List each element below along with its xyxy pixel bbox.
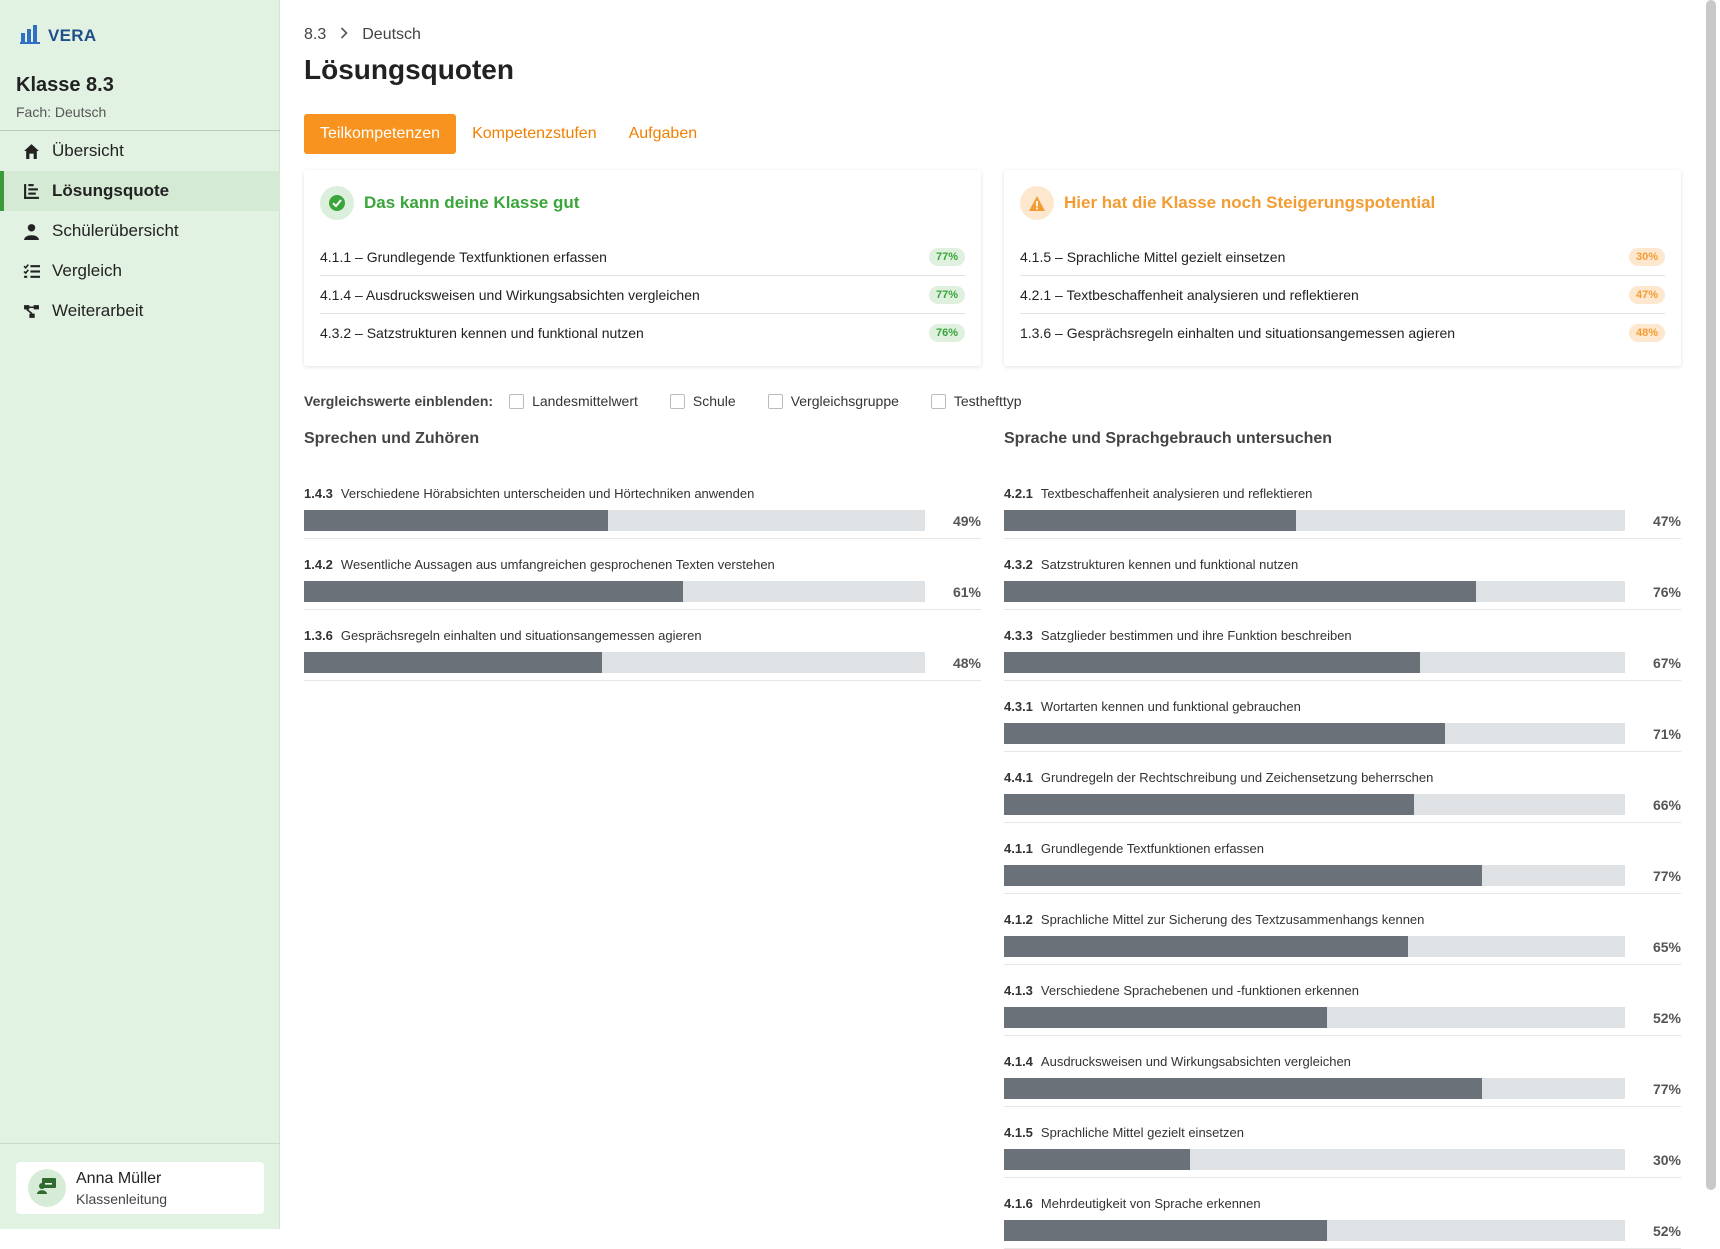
bar-list — [304, 468, 981, 681]
bar-percent: 48% — [952, 655, 981, 671]
percent-badge: 76% — [929, 324, 965, 342]
class-subject: Fach: Deutsch — [16, 104, 107, 120]
competency-label — [1004, 983, 1359, 998]
competency-label — [1004, 628, 1352, 643]
sidebar-nav — [0, 131, 280, 331]
strengths-list — [320, 238, 965, 352]
bar-percent: 49% — [952, 513, 981, 529]
competency-label — [1004, 699, 1301, 714]
competency-code: 4.3.1 — [1004, 699, 1033, 714]
list-check-icon — [22, 262, 40, 280]
bar-percent: 67% — [1652, 655, 1681, 671]
sidebar-item-label: Übersicht — [52, 141, 124, 160]
checkbox-box[interactable] — [768, 394, 783, 409]
scrollbar[interactable] — [1706, 0, 1716, 1190]
percent-badge: 77% — [929, 286, 965, 304]
checkbox-label: Vergleichsgruppe — [790, 393, 899, 409]
bar-track — [1004, 723, 1625, 744]
list-item-text: 4.1.4 – Ausdrucksweisen und Wirkungsabsichten vergleichen — [320, 286, 700, 303]
user-name: Anna Müller — [76, 1169, 162, 1187]
percent-badge: 77% — [929, 248, 965, 266]
list-item — [320, 314, 965, 352]
user-card[interactable] — [16, 1162, 264, 1214]
competency-code: 4.1.2 — [1004, 912, 1033, 927]
competency-code: 4.3.2 — [1004, 557, 1033, 572]
competency-code: 4.1.4 — [1004, 1054, 1033, 1069]
competency-code: 4.1.1 — [1004, 841, 1033, 856]
user-role: Klassenleitung — [76, 1190, 168, 1207]
bar-percent: 77% — [1652, 868, 1681, 884]
bar-fill — [1004, 865, 1482, 886]
chevron-right-icon — [340, 26, 348, 44]
bar-track — [304, 652, 925, 673]
sidebar-item-label: Weiterarbeit — [52, 301, 144, 320]
warning-triangle-icon — [1020, 186, 1054, 220]
list-item — [320, 238, 965, 276]
column-sprechen-zuhoeren — [304, 430, 981, 681]
bar-percent: 76% — [1652, 584, 1681, 600]
bar-track — [1004, 652, 1625, 673]
competency-label — [304, 486, 754, 501]
improvement-card-header — [1020, 186, 1435, 220]
competency-row — [304, 610, 981, 681]
bar-fill — [1004, 652, 1420, 673]
strengths-card-header — [320, 186, 579, 220]
strengths-card-title: Das kann deine Klasse gut — [364, 193, 580, 212]
bar-fill — [304, 652, 602, 673]
column-title: Sprechen und Zuhören — [304, 430, 480, 447]
competency-row — [304, 539, 981, 610]
bar-percent: 52% — [1652, 1223, 1681, 1239]
competency-text: Sprachliche Mittel gezielt einsetzen — [1040, 1125, 1244, 1140]
competency-label — [1004, 841, 1264, 856]
competency-label — [1004, 1125, 1244, 1140]
list-item — [1020, 276, 1665, 314]
bar-fill — [1004, 581, 1476, 602]
sidebar-item-weiterarbeit[interactable] — [0, 291, 280, 331]
bar-percent: 65% — [1652, 939, 1681, 955]
competency-code: 4.4.1 — [1004, 770, 1033, 785]
competency-row — [1004, 894, 1681, 965]
list-item — [1020, 314, 1665, 352]
teacher-icon — [37, 1177, 57, 1200]
competency-code: 4.3.3 — [1004, 628, 1033, 643]
checkbox-vergleichsgruppe[interactable] — [768, 393, 899, 409]
bar-track — [1004, 1220, 1625, 1241]
bar-track — [1004, 865, 1625, 886]
bar-chart-logo-icon — [20, 22, 42, 49]
competency-label — [304, 628, 702, 643]
breadcrumb-subject[interactable]: Deutsch — [362, 26, 421, 43]
list-item-text: 4.2.1 – Textbeschaffenheit analysieren und reflektieren — [1020, 286, 1359, 303]
breadcrumb — [304, 26, 421, 44]
bar-percent: 61% — [952, 584, 981, 600]
list-item-text: 4.1.5 – Sprachliche Mittel gezielt einsetzen — [1020, 248, 1286, 265]
tab-teilkompetenzen[interactable]: Teilkompetenzen — [304, 114, 456, 154]
improvement-card-title: Hier hat die Klasse noch Steigerungspotential — [1064, 193, 1436, 212]
competency-label — [1004, 1196, 1261, 1211]
sidebar — [0, 0, 280, 1229]
competency-label — [1004, 912, 1424, 927]
competency-label — [1004, 1054, 1351, 1069]
tab-bar — [304, 114, 713, 154]
strengths-card — [304, 170, 981, 366]
bar-fill — [304, 510, 608, 531]
competency-label — [1004, 557, 1298, 572]
improvement-card — [1004, 170, 1681, 366]
bar-track — [304, 581, 925, 602]
bar-fill — [1004, 1007, 1327, 1028]
sidebar-item-uebersicht[interactable] — [0, 131, 280, 171]
competency-text: Textbeschaffenheit analysieren und reflektieren — [1040, 486, 1313, 501]
list-item-text: 4.1.1 – Grundlegende Textfunktionen erfassen — [320, 248, 607, 265]
competency-text: Wesentliche Aussagen aus umfangreichen gesprochenen Texten verstehen — [340, 557, 775, 572]
competency-row — [1004, 539, 1681, 610]
competency-text: Wortarten kennen und funktional gebrauchen — [1040, 699, 1301, 714]
competency-text: Satzstrukturen kennen und funktional nutzen — [1040, 557, 1299, 572]
competency-row — [1004, 965, 1681, 1036]
competency-text: Verschiedene Hörabsichten unterscheiden und Hörtechniken anwenden — [340, 486, 755, 501]
sidebar-item-vergleich[interactable] — [0, 251, 280, 291]
competency-row — [1004, 681, 1681, 752]
competency-row — [1004, 823, 1681, 894]
tab-kompetenzstufen[interactable]: Kompetenzstufen — [472, 125, 597, 142]
tab-aufgaben[interactable]: Aufgaben — [628, 125, 698, 142]
bar-percent: 30% — [1652, 1152, 1681, 1168]
competency-text: Mehrdeutigkeit von Sprache erkennen — [1040, 1196, 1261, 1211]
competency-text: Verschiedene Sprachebenen und -funktionen erkennen — [1040, 983, 1359, 998]
checkbox-box[interactable] — [931, 394, 946, 409]
column-sprache-sprachgebrauch — [1004, 430, 1681, 1249]
home-icon — [22, 142, 40, 160]
bar-fill — [1004, 510, 1296, 531]
comparison-toggles — [304, 393, 1054, 409]
competency-code: 1.4.2 — [304, 557, 333, 572]
user-area — [0, 1143, 280, 1229]
bar-percent: 77% — [1652, 1081, 1681, 1097]
page-title: Lösungsquoten — [304, 54, 514, 85]
bar-track — [1004, 794, 1625, 815]
list-item-text: 1.3.6 – Gesprächsregeln einhalten und situationsangemessen agieren — [1020, 325, 1456, 341]
percent-badge: 48% — [1629, 324, 1665, 342]
bar-percent: 66% — [1652, 797, 1681, 813]
competency-label — [304, 557, 775, 572]
competency-text: Satzglieder bestimmen und ihre Funktion beschreiben — [1040, 628, 1352, 643]
sidebar-item-loesungsquote[interactable] — [0, 171, 280, 211]
sidebar-item-schueleruebersicht[interactable] — [0, 211, 280, 251]
competency-row — [1004, 752, 1681, 823]
sidebar-item-label: Schülerübersicht — [52, 221, 179, 240]
bar-fill — [1004, 794, 1414, 815]
competency-row — [304, 468, 981, 539]
bar-track — [1004, 581, 1625, 602]
bar-percent: 71% — [1652, 726, 1681, 742]
bar-track — [304, 510, 925, 531]
competency-text: Grundregeln der Rechtschreibung und Zeichensetzung beherrschen — [1040, 770, 1434, 785]
competency-code: 4.1.5 — [1004, 1125, 1033, 1140]
person-icon — [22, 222, 40, 240]
checkbox-landesmittelwert[interactable] — [509, 393, 638, 409]
avatar — [28, 1169, 66, 1207]
list-item — [1020, 238, 1665, 276]
competency-code: 1.4.3 — [304, 486, 333, 501]
competency-text: Ausdrucksweisen und Wirkungsabsichten vergleichen — [1040, 1054, 1351, 1069]
competency-row — [1004, 468, 1681, 539]
competency-code: 4.2.1 — [1004, 486, 1033, 501]
competency-text: Sprachliche Mittel zur Sicherung des Textzusammenhangs kennen — [1040, 912, 1425, 927]
bar-fill — [1004, 1078, 1482, 1099]
bar-list — [1004, 468, 1681, 1249]
checkbox-label: Landesmittelwert — [532, 393, 638, 409]
checkbox-box[interactable] — [670, 394, 685, 409]
bar-track — [1004, 1078, 1625, 1099]
bar-track — [1004, 510, 1625, 531]
competency-row — [1004, 1107, 1681, 1178]
competency-code: 1.3.6 — [304, 628, 333, 643]
bar-track — [1004, 1007, 1625, 1028]
checkbox-testhefttyp[interactable] — [931, 393, 1022, 409]
bar-percent: 47% — [1652, 513, 1681, 529]
competency-text: Grundlegende Textfunktionen erfassen — [1040, 841, 1265, 856]
competency-row — [1004, 1178, 1681, 1249]
bar-track — [1004, 1149, 1625, 1170]
bar-fill — [1004, 723, 1445, 744]
competency-row — [1004, 1036, 1681, 1107]
competency-label — [1004, 770, 1433, 785]
user-info — [76, 1170, 167, 1207]
checkbox-label: Schule — [692, 393, 736, 409]
sidebar-item-label: Vergleich — [52, 261, 122, 280]
list-item-text: 4.3.2 – Satzstrukturen kennen und funktional nutzen — [320, 325, 644, 341]
competency-label — [1004, 486, 1312, 501]
percent-badge: 30% — [1629, 248, 1665, 266]
network-icon — [22, 302, 40, 320]
bar-fill — [1004, 1149, 1190, 1170]
column-title: Sprache und Sprachgebrauch untersuchen — [1004, 430, 1333, 447]
percent-badge: 47% — [1629, 286, 1665, 304]
bar-fill — [1004, 1220, 1327, 1241]
competency-row — [1004, 610, 1681, 681]
logo[interactable] — [20, 22, 96, 49]
checkbox-box[interactable] — [509, 394, 524, 409]
competency-code: 4.1.6 — [1004, 1196, 1033, 1211]
breadcrumb-class[interactable]: 8.3 — [304, 26, 327, 43]
bar-track — [1004, 936, 1625, 957]
list-item — [320, 276, 965, 314]
bar-percent: 52% — [1652, 1010, 1681, 1026]
checkbox-schule[interactable] — [670, 393, 736, 409]
competency-code: 4.1.3 — [1004, 983, 1033, 998]
logo-text: VERA — [48, 25, 97, 45]
checkbox-label: Testhefttyp — [953, 393, 1022, 409]
class-title: Klasse 8.3 — [16, 74, 114, 96]
sidebar-item-label: Lösungsquote — [52, 181, 170, 200]
comparison-label: Vergleichswerte einblenden: — [304, 393, 494, 409]
chart-icon — [22, 182, 40, 200]
bar-fill — [304, 581, 683, 602]
competency-text: Gesprächsregeln einhalten und situationsangemessen agieren — [340, 628, 702, 643]
improvement-list — [1020, 238, 1665, 352]
bar-fill — [1004, 936, 1408, 957]
check-circle-icon — [320, 186, 354, 220]
